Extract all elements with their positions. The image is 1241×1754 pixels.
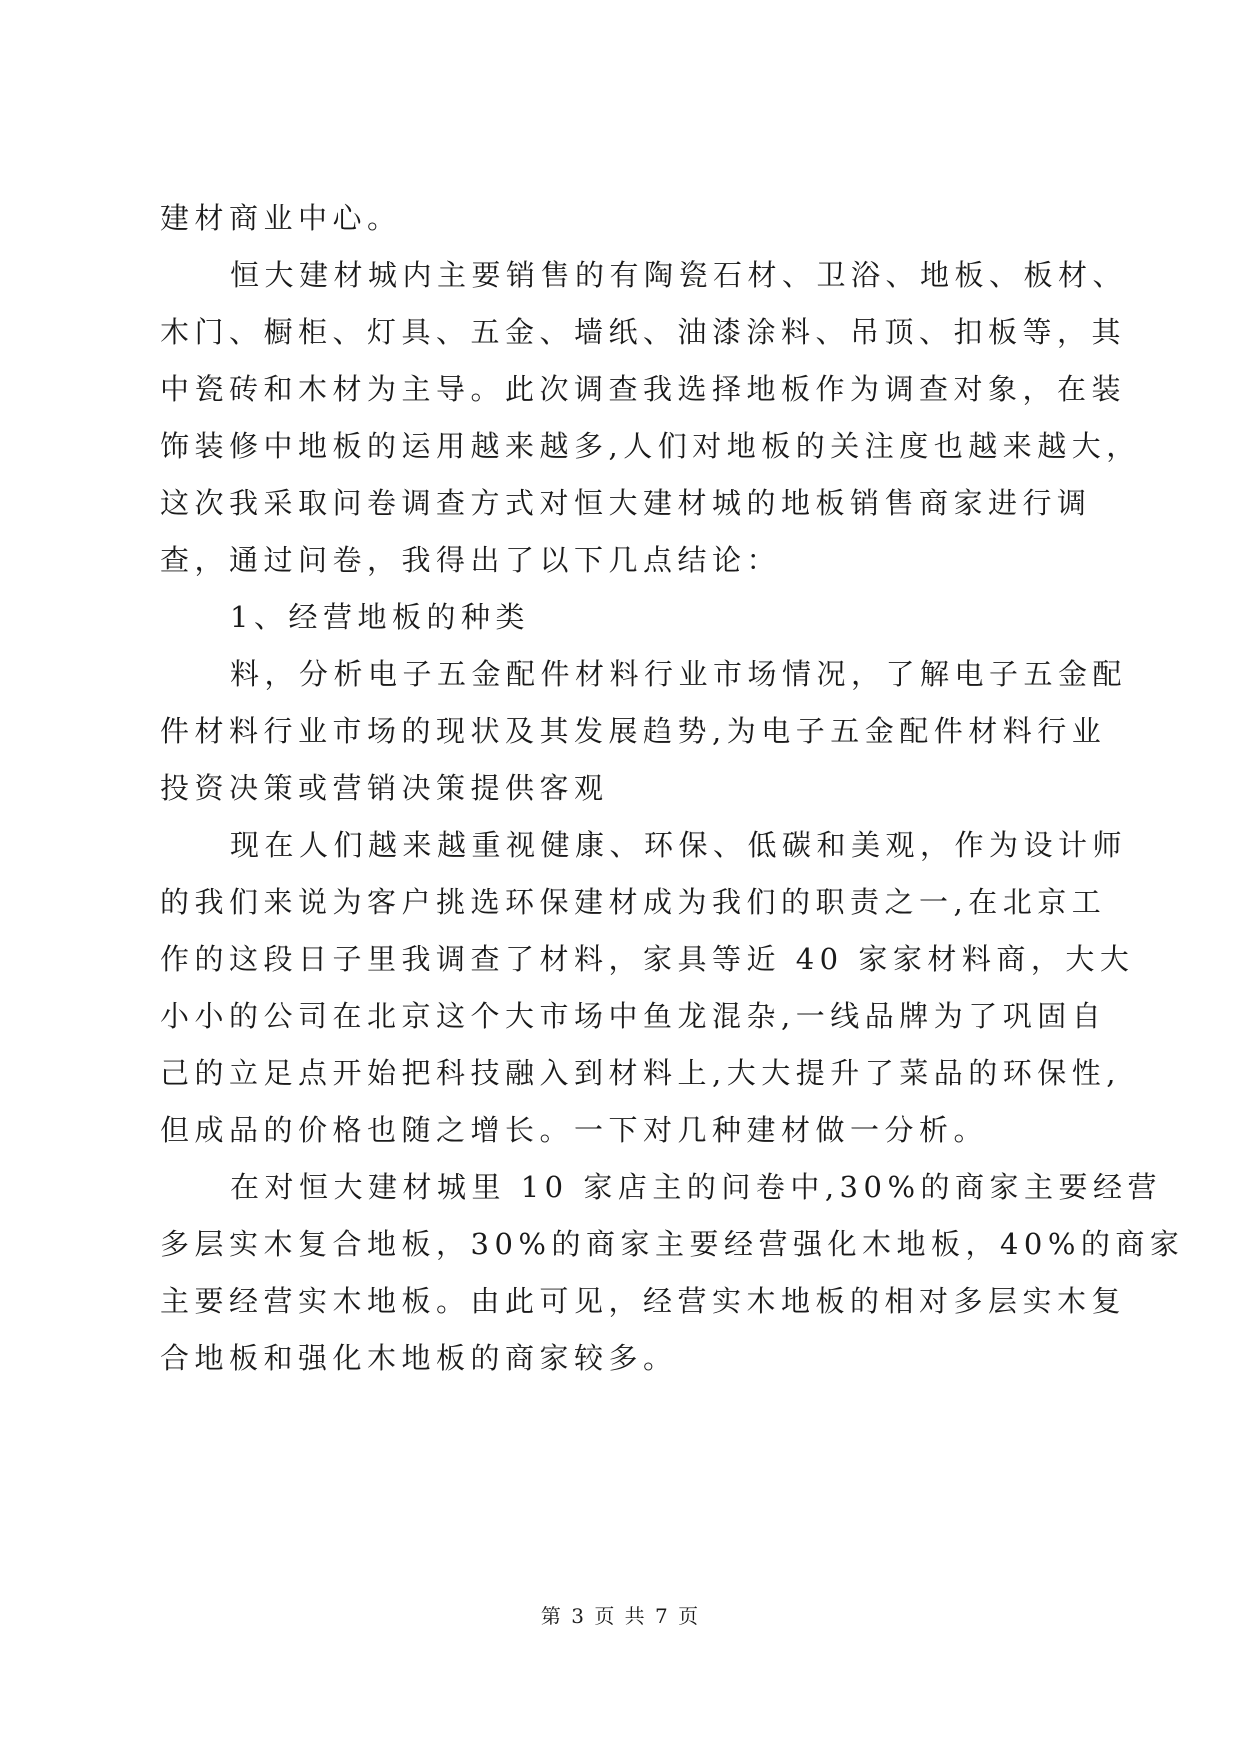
paragraph-line: 合地板和强化木地板的商家较多。 (160, 1341, 678, 1375)
paragraph-line: 现在人们越来越重视健康、环保、低碳和美观，作为设计师 (230, 828, 1128, 862)
paragraph-line: 作的这段日子里我调查了材料，家具等近 40 家家材料商，大大 (160, 942, 1135, 976)
paragraph-line: 件材料行业市场的现状及其发展趋势,为电子五金配件材料行业 (160, 714, 1107, 748)
paragraph-line: 己的立足点开始把科技融入到材料上,大大提升了菜品的环保性, (160, 1056, 1121, 1090)
paragraph-line: 在对恒大建材城里 10 家店主的问卷中,30%的商家主要经营 (230, 1170, 1163, 1204)
paragraph-line: 多层实木复合地板，30%的商家主要经营强化木地板，40%的商家 (160, 1227, 1185, 1261)
paragraph-line: 投资决策或营销决策提供客观 (160, 771, 609, 805)
paragraph-line: 饰装修中地板的运用越来越多,人们对地板的关注度也越来越大， (160, 429, 1141, 463)
paragraph-line: 主要经营实木地板。由此可见，经营实木地板的相对多层实木复 (160, 1284, 1127, 1318)
paragraph-line: 中瓷砖和木材为主导。此次调查我选择地板作为调查对象，在装 (160, 372, 1127, 406)
paragraph-line: 建材商业中心。 (160, 201, 402, 235)
section-heading: 1、经营地板的种类 (230, 600, 530, 634)
paragraph-line: 的我们来说为客户挑选环保建材成为我们的职责之一,在北京工 (160, 885, 1107, 919)
paragraph-line: 小小的公司在北京这个大市场中鱼龙混杂,一线品牌为了巩固自 (160, 999, 1107, 1033)
paragraph-line: 恒大建材城内主要销售的有陶瓷石材、卫浴、地板、板材、 (230, 258, 1128, 292)
paragraph-line: 这次我采取问卷调查方式对恒大建材城的地板销售商家进行调 (160, 486, 1092, 520)
paragraph-line: 但成品的价格也随之增长。一下对几种建材做一分析。 (160, 1113, 989, 1147)
paragraph-line: 查，通过问卷，我得出了以下几点结论： (160, 543, 782, 577)
body-text (160, 200, 1185, 1397)
page-number-footer: 第 3 页 共 7 页 (540, 1604, 701, 1628)
paragraph-line: 料，分析电子五金配件材料行业市场情况，了解电子五金配 (230, 657, 1128, 691)
paragraph-line: 木门、橱柜、灯具、五金、墙纸、油漆涂料、吊顶、扣板等，其 (160, 315, 1127, 349)
